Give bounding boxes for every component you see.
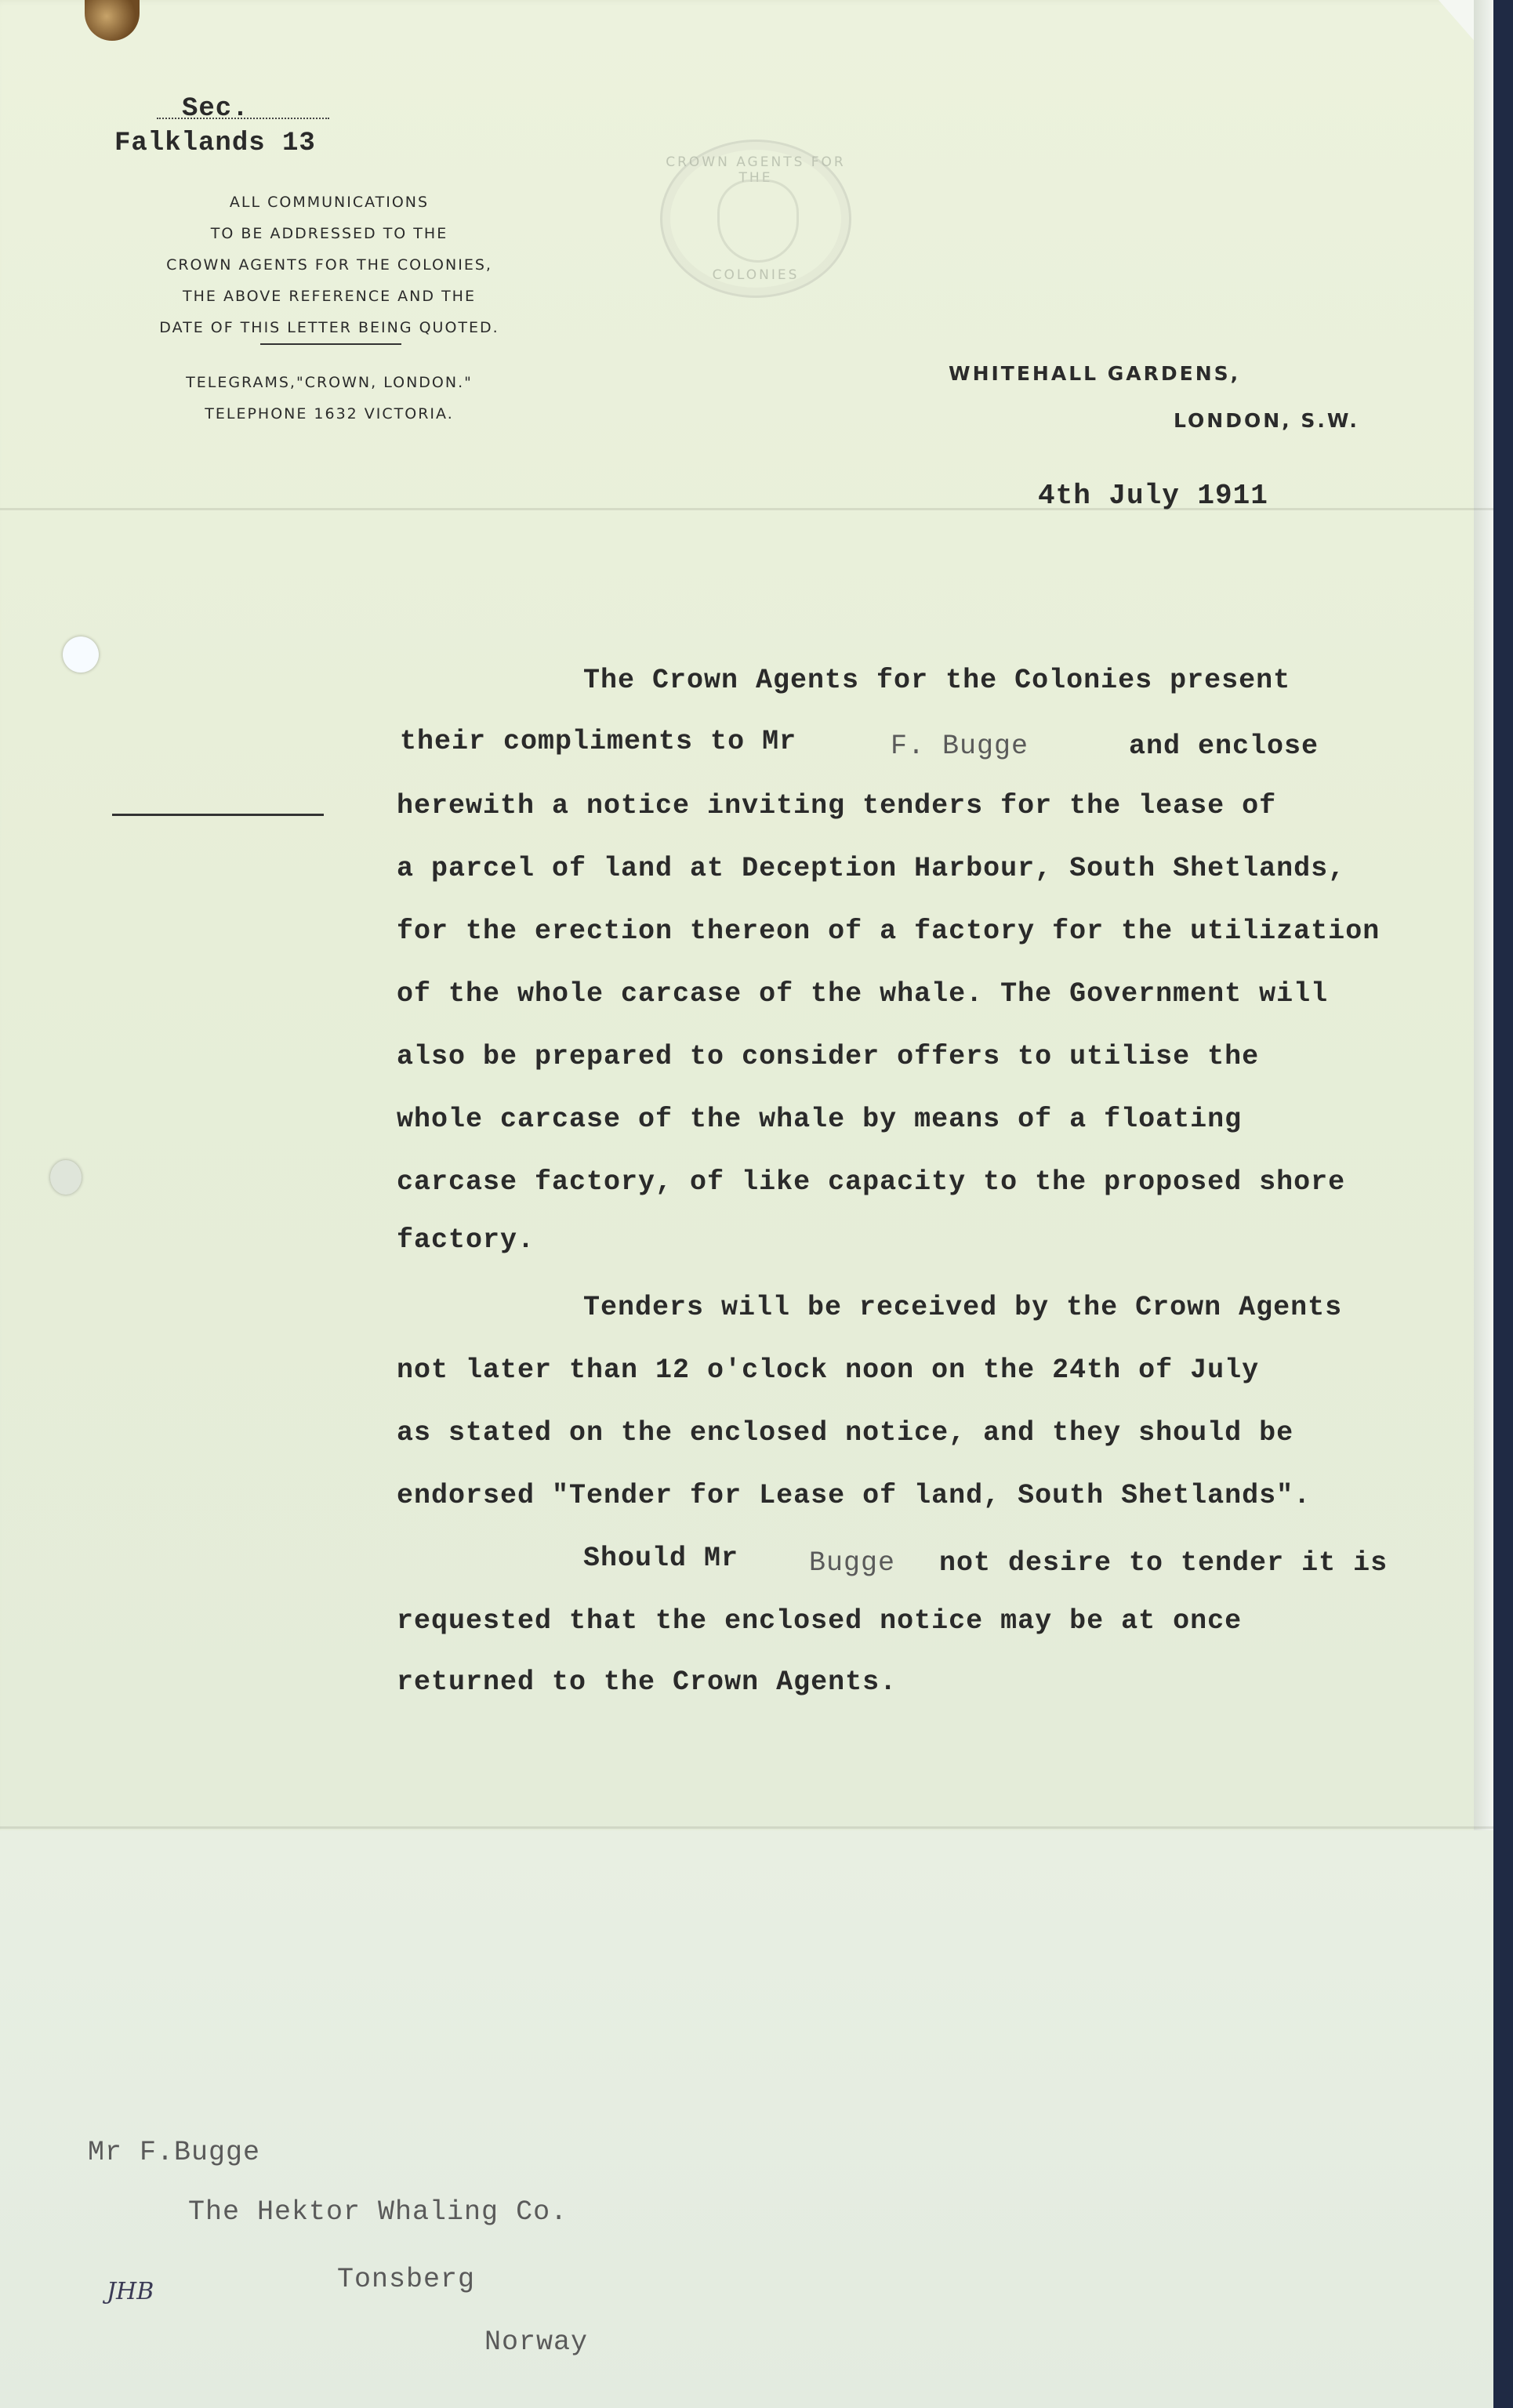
brass-fastener-icon [85, 0, 140, 41]
punch-hole-icon [50, 1160, 82, 1195]
communications-line: DATE OF THIS LETTER BEING QUOTED. [159, 319, 499, 336]
letterhead-divider [260, 343, 401, 345]
recipient-name-inline: Bugge [809, 1547, 896, 1579]
body-line: carcase factory, of like capacity to the proposed shore [397, 1166, 1346, 1198]
seal-top-text: CROWN AGENTS FOR THE [666, 154, 846, 186]
communications-line: TO BE ADDRESSED TO THE [210, 225, 448, 242]
fold-line [0, 1826, 1493, 1829]
body-line: not later than 12 o'clock noon on the 24th of July [397, 1354, 1260, 1386]
embossed-seal-icon [660, 140, 851, 298]
body-line: The Crown Agents for the Colonies present [583, 665, 1291, 696]
body-line: endorsed "Tender for Lease of land, South Shetlands". [397, 1480, 1312, 1511]
sec-label: Sec. [182, 94, 249, 124]
lower-sheet [0, 1830, 1493, 2408]
coat-of-arms-icon [717, 180, 799, 263]
address-line-1: WHITEHALL GARDENS, [949, 362, 1241, 385]
addressee-company: The Hektor Whaling Co. [188, 2196, 568, 2228]
body-line: for the erection thereon of a factory for the utilization [397, 916, 1381, 947]
contact-details [149, 367, 510, 430]
communications-line: THE ABOVE REFERENCE AND THE [183, 288, 476, 305]
body-line: whole carcase of the whale by means of a floating [397, 1104, 1243, 1135]
telephone-line: TELEPHONE 1632 VICTORIA. [205, 405, 454, 422]
communications-notice [149, 187, 510, 343]
address-line-2: LONDON, S.W. [1174, 409, 1359, 432]
seal-bottom-text: COLONIES [712, 267, 800, 283]
communications-line: CROWN AGENTS FOR THE COLONIES, [166, 256, 492, 274]
letter-date: 4th July 1911 [1038, 480, 1268, 512]
body-line: as stated on the enclosed notice, and they should be [397, 1417, 1294, 1449]
body-line: of the whole carcase of the whale. The Government will [397, 978, 1329, 1010]
body-line: a parcel of land at Deception Harbour, South Shetlands, [397, 853, 1346, 884]
addressee-name: Mr F.Bugge [88, 2137, 261, 2168]
body-line: and enclose [1129, 731, 1319, 762]
body-line: Should Mr [583, 1543, 739, 1574]
body-line: requested that the enclosed notice may be at once [397, 1605, 1243, 1637]
telegrams-line: TELEGRAMS,"CROWN, LONDON." [186, 374, 473, 391]
file-reference: Falklands 13 [114, 129, 316, 158]
body-line: herewith a notice inviting tenders for the lease of [397, 790, 1277, 821]
handwritten-initials: JHB [107, 2278, 154, 2305]
body-line: Tenders will be received by the Crown Agents [583, 1292, 1343, 1323]
communications-line: ALL COMMUNICATIONS [229, 194, 430, 211]
addressee-country: Norway [484, 2326, 589, 2358]
body-line: also be prepared to consider offers to utilise the [397, 1041, 1260, 1072]
body-line: their compliments to Mr [400, 726, 797, 757]
addressee-town: Tonsberg [337, 2264, 476, 2295]
margin-rule [112, 814, 324, 816]
punch-hole-icon [63, 636, 99, 673]
body-line: factory. [397, 1224, 535, 1256]
fold-line [0, 508, 1493, 510]
recipient-name-inline: F. Bugge [891, 731, 1029, 762]
body-line: not desire to tender it is [939, 1547, 1388, 1579]
body-line: returned to the Crown Agents. [397, 1666, 898, 1698]
